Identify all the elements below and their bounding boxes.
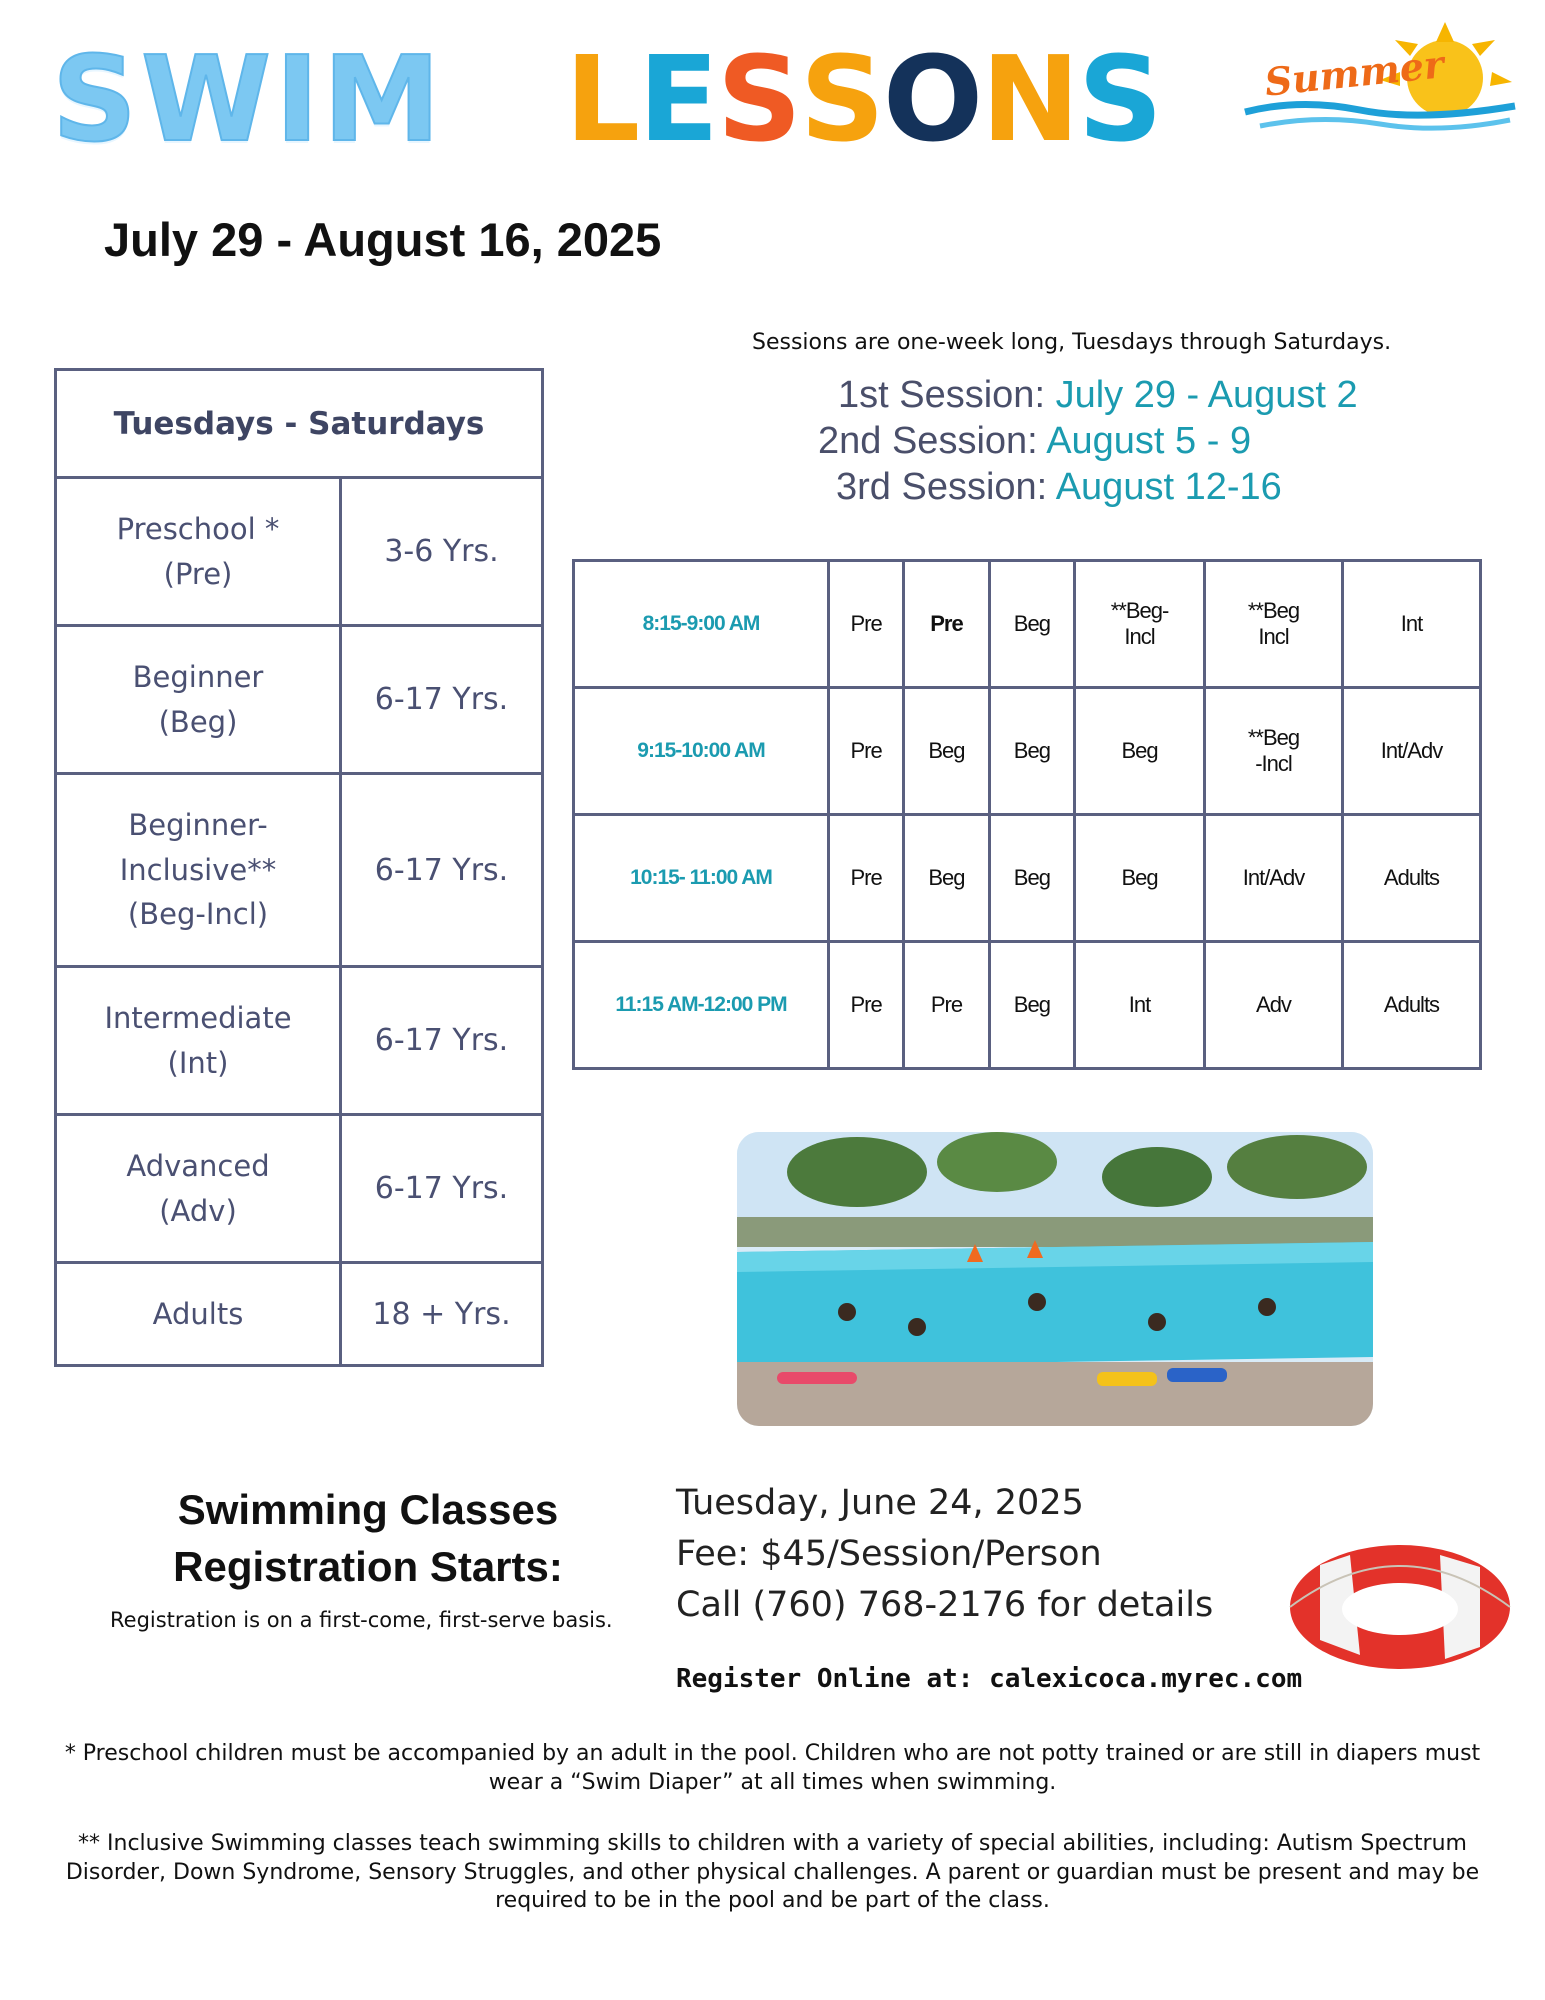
registration-call: Call (760) 768-2176 for details: [676, 1584, 1214, 1625]
age-cell: 3-6 Yrs.: [341, 478, 543, 626]
class-cell: Beg: [1075, 688, 1205, 815]
summer-logo: [1240, 20, 1520, 140]
class-cell: Int/Adv: [1342, 688, 1480, 815]
registration-note: Registration is on a first-come, first-serve basis.: [110, 1608, 613, 1632]
lessons-letter: L: [565, 30, 639, 168]
age-cell: 6-17 Yrs.: [341, 967, 543, 1115]
level-cell: Beginner (Beg): [56, 626, 341, 774]
class-cell: Pre: [829, 688, 904, 815]
schedule-row: [574, 942, 1481, 1069]
time-cell: 10:15- 11:00 AM: [574, 815, 829, 942]
register-online-link[interactable]: Register Online at: calexicoca.myrec.com: [676, 1664, 1303, 1694]
level-cell: Preschool * (Pre): [56, 478, 341, 626]
age-cell: 6-17 Yrs.: [341, 1115, 543, 1263]
registration-title: Swimming Classes Registration Starts:: [173, 1486, 563, 1590]
age-cell: 6-17 Yrs.: [341, 626, 543, 774]
class-cell: **Beg- Incl: [1075, 561, 1205, 688]
class-cell: Pre: [829, 942, 904, 1069]
levels-heading: Tuesdays - Saturdays: [56, 370, 543, 478]
class-cell: Pre: [829, 561, 904, 688]
class-cell: Int: [1075, 942, 1205, 1069]
registration-info: [676, 1478, 1213, 1630]
session-line: 2nd Session: August 5 - 9: [818, 420, 1252, 462]
lessons-letter: E: [638, 30, 717, 168]
class-cell: Beg: [904, 688, 989, 815]
class-cell: Beg: [989, 561, 1074, 688]
level-cell: Advanced (Adv): [56, 1115, 341, 1263]
registration-fee: Fee: $45/Session/Person: [676, 1533, 1102, 1574]
title-swim: SWIM: [52, 30, 445, 168]
class-cell: Pre: [829, 815, 904, 942]
sessions-note: Sessions are one-week long, Tuesdays through Saturdays.: [752, 330, 1392, 355]
level-cell: Intermediate (Int): [56, 967, 341, 1115]
class-cell: Int: [1342, 561, 1480, 688]
class-cell: Beg: [989, 815, 1074, 942]
footnote-inclusive: ** Inclusive Swimming classes teach swimming skills to children with a variety of special abilities, including: Autism Spectrum Disorder, Down Syndrome, Sensory Struggles, and other physical challenges. A parent or guardian must be present and may be required to be in the pool and be part of the class.: [65, 1831, 1480, 1914]
registration-date: Tuesday, June 24, 2025: [676, 1483, 1084, 1523]
lessons-letter: O: [882, 30, 982, 168]
schedule-row: [574, 561, 1481, 688]
class-cell: **Beg -Incl: [1204, 688, 1342, 815]
schedule-row: [574, 688, 1481, 815]
time-cell: 9:15-10:00 AM: [574, 688, 829, 815]
life-ring-icon: [1280, 1535, 1520, 1680]
time-cell: 11:15 AM-12:00 PM: [574, 942, 829, 1069]
summer-text: Summer: [1262, 41, 1446, 105]
class-cell: Pre: [904, 561, 989, 688]
level-cell: Adults: [56, 1263, 341, 1366]
class-cell: Beg: [904, 815, 989, 942]
class-cell: Beg: [989, 942, 1074, 1069]
schedule-row: [574, 815, 1481, 942]
levels-table: [54, 368, 544, 1367]
class-cell: Beg: [989, 688, 1074, 815]
session-line: 1st Session: July 29 - August 2: [838, 374, 1358, 416]
date-range: July 29 - August 16, 2025: [104, 213, 662, 266]
class-cell: Adv: [1204, 942, 1342, 1069]
lessons-letter: S: [716, 30, 800, 168]
footnote-preschool: * Preschool children must be accompanied by an adult in the pool. Children who are not potty trained or are still in diapers must wear a “Swim Diaper” at all times when swimming.: [64, 1741, 1481, 1795]
session-line: 3rd Session: August 12-16: [836, 466, 1282, 508]
class-cell: Pre: [904, 942, 989, 1069]
class-cell: Adults: [1342, 815, 1480, 942]
lessons-letter: N: [981, 30, 1078, 168]
class-cell: Adults: [1342, 942, 1480, 1069]
pool-photo: [737, 1132, 1373, 1426]
age-cell: 18 + Yrs.: [341, 1263, 543, 1366]
age-cell: 6-17 Yrs.: [341, 774, 543, 967]
title-lessons: [565, 30, 1161, 168]
lessons-letter: S: [1077, 30, 1161, 168]
lessons-letter: S: [799, 30, 883, 168]
level-cell: Beginner- Inclusive** (Beg-Incl): [56, 774, 341, 967]
class-cell: **Beg Incl: [1204, 561, 1342, 688]
schedule-table: [572, 559, 1482, 1070]
class-cell: Int/Adv: [1204, 815, 1342, 942]
time-cell: 8:15-9:00 AM: [574, 561, 829, 688]
class-cell: Beg: [1075, 815, 1205, 942]
